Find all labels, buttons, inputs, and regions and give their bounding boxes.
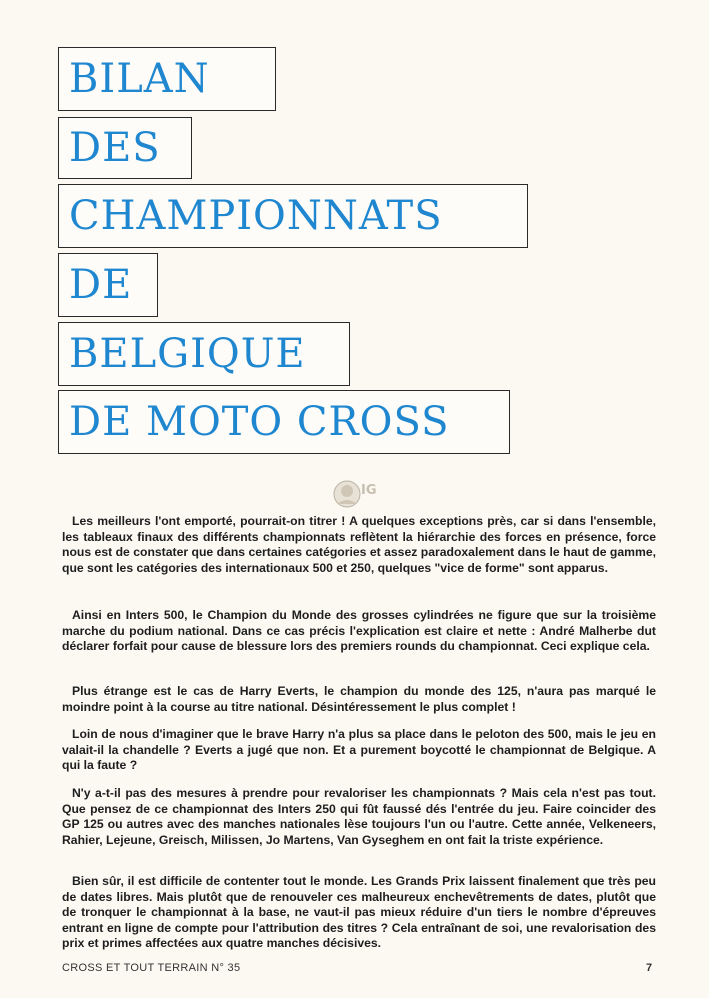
title-line-5: BELGIQUE — [58, 322, 350, 386]
article-paragraph-2: Ainsi en Inters 500, le Champion du Monde des grosses cylindrées ne figure que sur la troisième marche du podium national. Dans ce cas précis l'explication est claire et nette : André Malherbe dut déclarer forfait pour cause de blessure lors des premiers rounds du championnat. Ceci explique cela. — [62, 608, 656, 653]
article-paragraph-6: Bien sûr, il est difficile de contenter tout le monde. Les Grands Prix laissent finalement que très peu de dates libres. Mais plutôt que de renouveler ces malheureux enchevêtrements de dates, plutôt que de tronquer le championnat à la base, ne vaut-il pas mieux réduire d'un tiers le nombre d'épreuves entrant en ligne de compte pour l'attribution des titres ? Cela entraînant de soi, une revalorisation des prix et primes affectées aux quatre manches décisives. — [62, 874, 656, 950]
portrait-watermark-icon — [327, 472, 389, 514]
article-paragraph-1: Les meilleurs l'ont emporté, pourrait-on titrer ! A quelques exceptions près, car si dans l'ensemble, les tableaux finaux des différents championnats reflètent la hiérarchie des forces en présence, force nous est de constater que dans certaines catégories et assez paradoxalement dans le haut de gamme, que sont les catégories des internationaux 500 et 250, quelques "vice de forme" sont apparus. — [62, 514, 656, 575]
title-line-1: BILAN — [58, 47, 276, 111]
title-line-2: DES — [58, 117, 192, 179]
page-number: 7 — [646, 962, 653, 974]
title-line-3: CHAMPIONNATS — [58, 184, 528, 248]
article-paragraph-4: Loin de nous d'imaginer que le brave Harry n'a plus sa place dans le peloton des 500, mais le jeu en valait-il la chandelle ? Everts a jugé que non. Et a purement boycotté le championnat de Belgique. A qui la faute ? — [62, 727, 656, 772]
svg-text:IG: IG — [361, 483, 377, 498]
article-paragraph-3: Plus étrange est le cas de Harry Everts, le champion du monde des 125, n'aura pas marqué le moindre point à la course au titre national. Désintéressement le plus complet ! — [62, 684, 656, 714]
publication-footer: CROSS ET TOUT TERRAIN N° 35 — [62, 962, 241, 974]
title-line-6: DE MOTO CROSS — [58, 390, 510, 454]
title-line-4: DE — [58, 253, 158, 317]
article-paragraph-5: N'y a-t-il pas des mesures à prendre pour revaloriser les championnats ? Mais cela n'est pas tout. Que pensez de ce championnat des Inters 250 qui fût faussé dés l'entrée du jeu. Faire coincider des GP 125 ou autres avec des manches nationales lèse toujours l'un ou l'autre. Cette année, Velkeneers, Rahier, Lejeune, Greisch, Milissen, Jo Martens, Van Gyseghem en ont fait la triste expérience. — [62, 786, 656, 847]
